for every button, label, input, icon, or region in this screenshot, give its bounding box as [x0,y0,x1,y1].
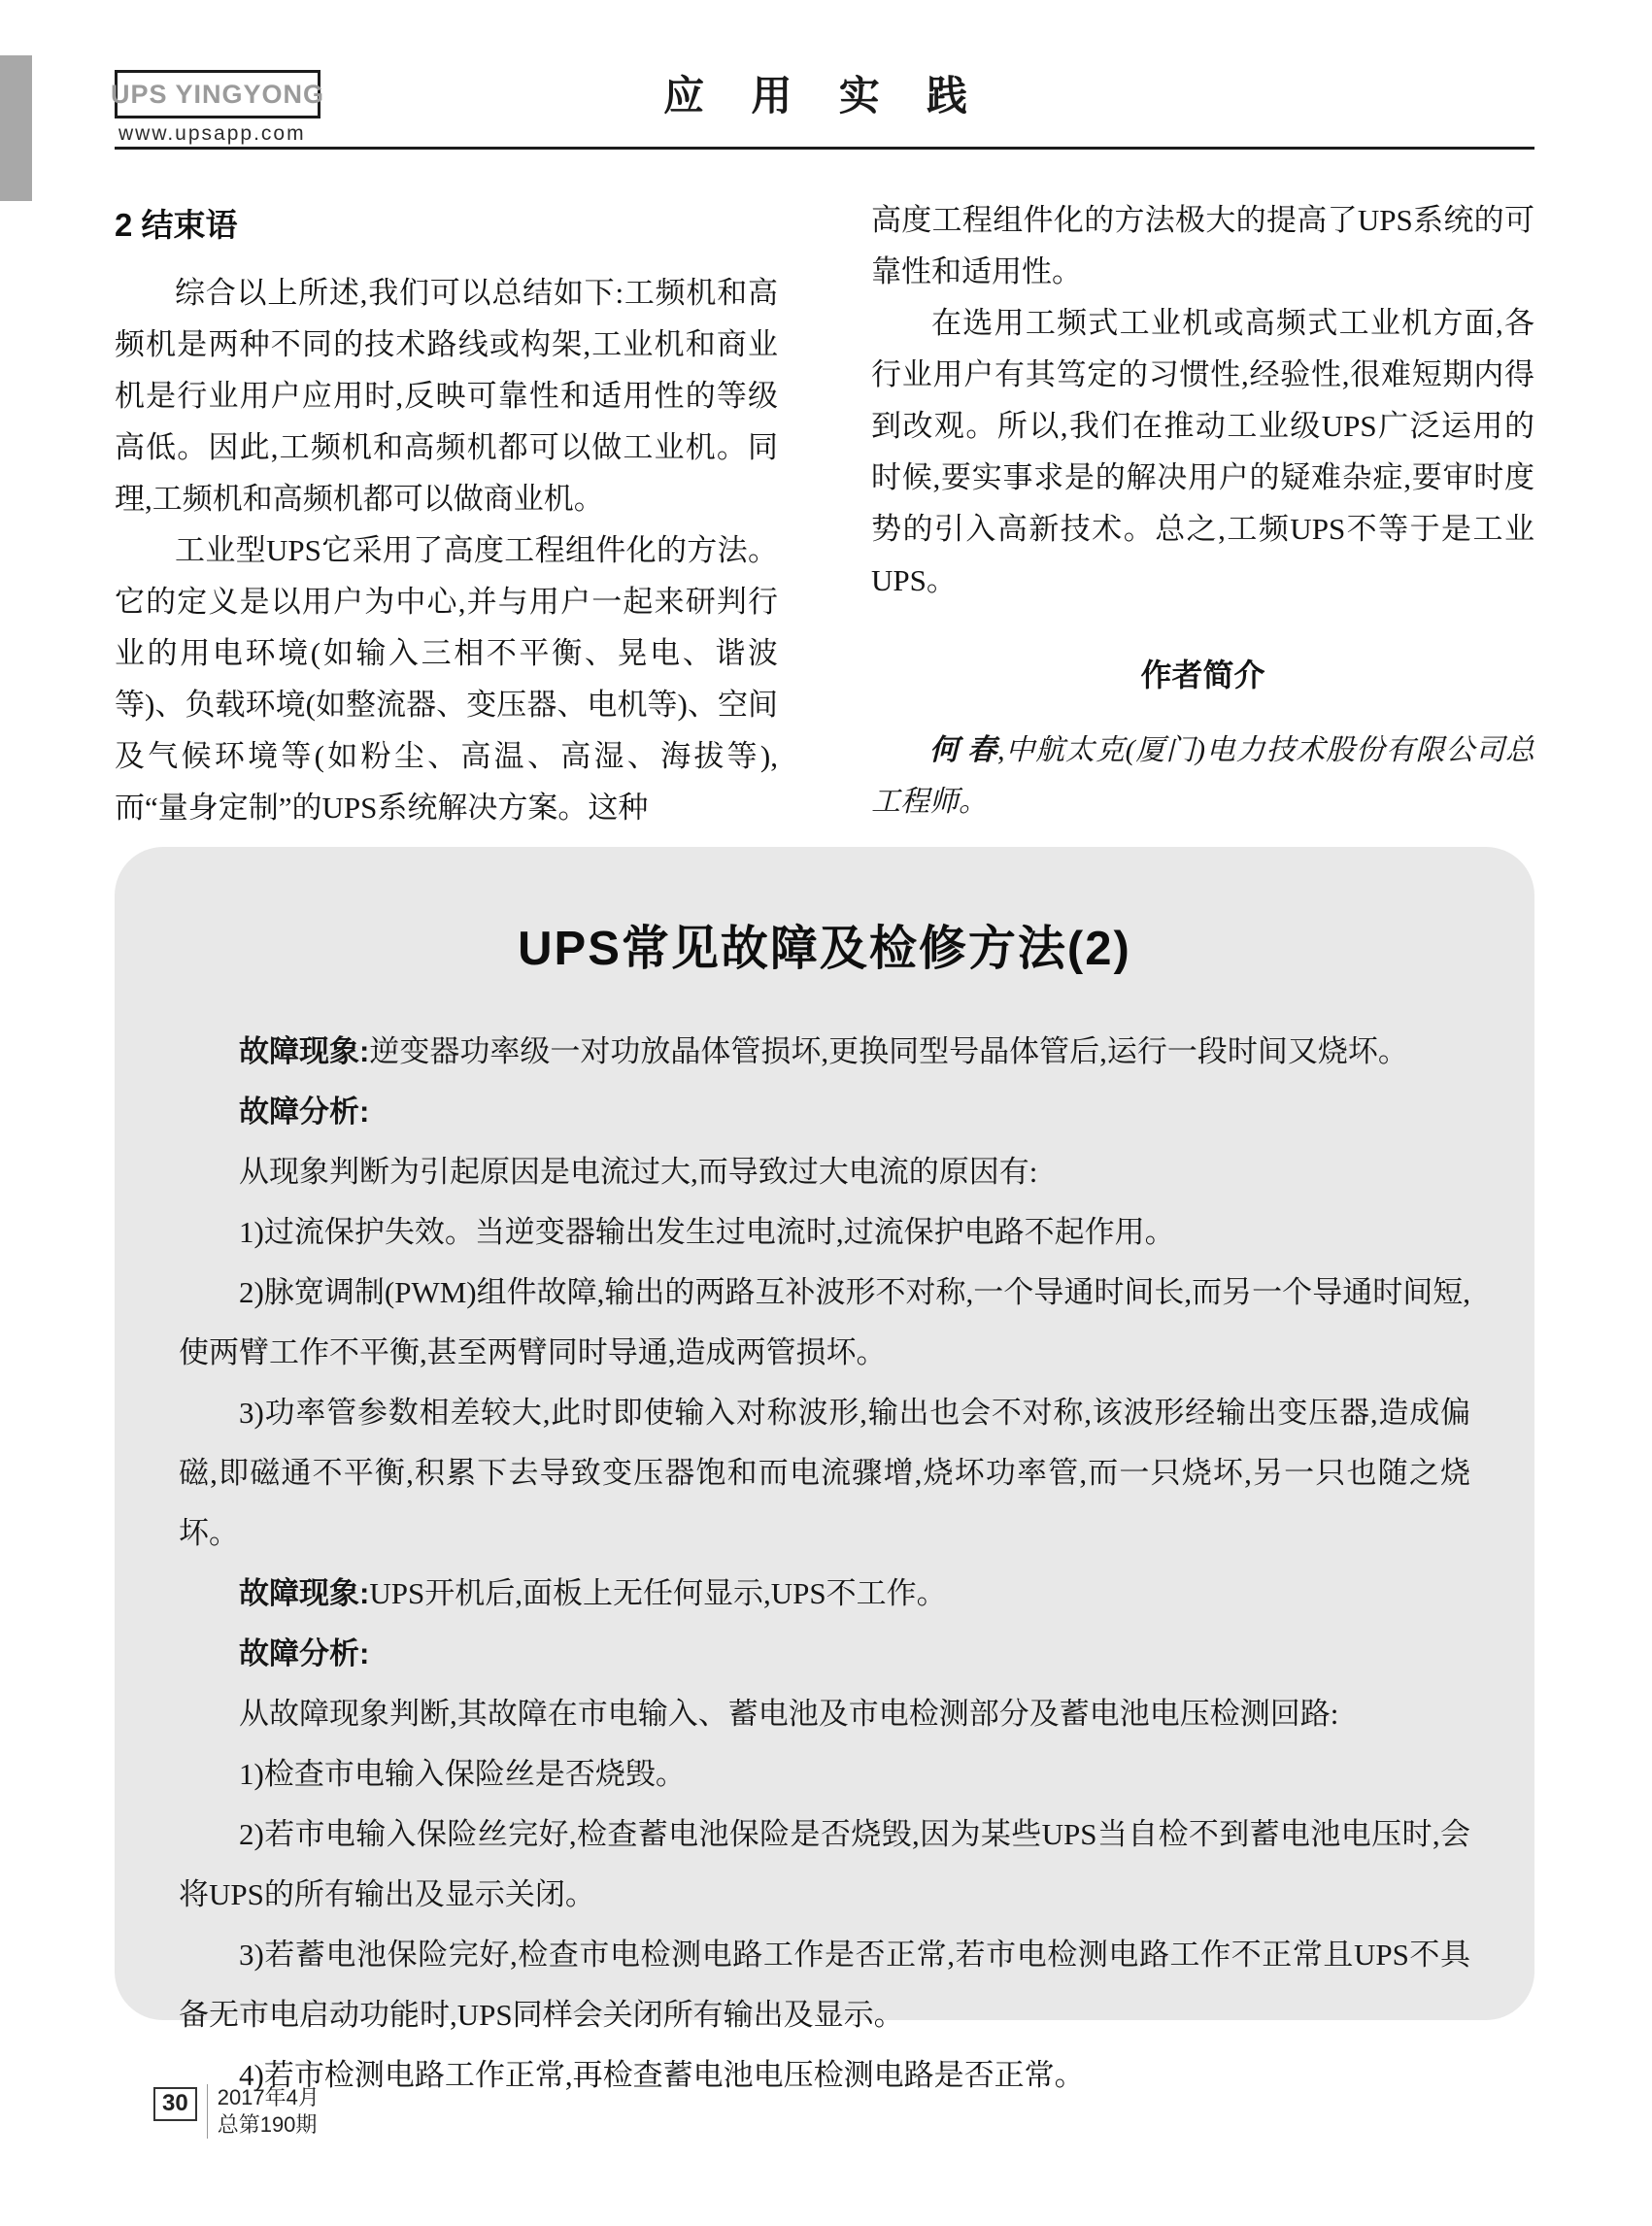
page-number: 30 [153,2087,197,2121]
fault-paragraph-7 [179,1624,1470,1684]
fault-text: 3)若蓄电池保险完好,检查市电检测电路工作是否正常,若市电检测电路工作不正常且UPS不具备无市电启动功能时,UPS同样会关闭所有输出及显示。 [179,1938,1470,2032]
page-header [110,58,1534,146]
fault-paragraph-10 [179,1804,1470,1925]
author-bio-text: ,中航太克(厦门)电力技术股份有限公司总工程师。 [871,734,1535,818]
fault-paragraph-5 [179,1383,1470,1564]
fault-article-title: UPS常见故障及检修方法(2) [518,923,1131,975]
page-footer [153,2084,320,2139]
fault-paragraph-4 [179,1263,1470,1383]
fault-label: 故障现象: [239,1576,370,1610]
fault-text: 从现象判断为引起原因是电流过大,而导致过大电流的原因有: [239,1155,1038,1189]
page-edge-bar [0,55,32,201]
article-columns [115,194,1534,833]
fault-label: 故障分析: [239,1636,370,1670]
fault-paragraph-2 [179,1142,1470,1202]
left-column [115,194,778,833]
fault-paragraph-11 [179,1925,1470,2045]
conclusion-heading: 2 结束语 [115,207,238,243]
fault-paragraph-9 [179,1744,1470,1804]
fault-paragraph-8 [179,1684,1470,1744]
magazine-url: www.upsapp.com [118,122,306,145]
conclusion-paragraph-2: 工业型UPS它采用了高度工程组件化的方法。它的定义是以用户为中心,并与用户一起来研判行业的用电环境(如输入三相不平衡、晃电、谐波等)、负载环境(如整流器、变压器、电机等)、空间及气候环境等(如粉尘、高温、高湿、海拔等),而“量身定制”的UPS系统解决方案。这种 [115,533,778,825]
footer-date: 2017年4月 [217,2085,320,2109]
fault-article-box [115,847,1534,2092]
fault-label: 故障现象: [239,1034,370,1068]
fault-text: 3)功率管参数相差较大,此时即使输入对称波形,输出也会不对称,该波形经输出变压器,造成偏磁,即磁通不平衡,积累下去导致变压器饱和而电流骤增,烧坏功率管,而一只烧坏,另一只也随之烧坏。 [179,1396,1470,1550]
fault-text: 1)过流保护失效。当逆变器输出发生过电流时,过流保护电路不起作用。 [239,1215,1175,1249]
fault-text: 1)检查市电输入保险丝是否烧毁。 [239,1757,686,1791]
fault-paragraph-6 [179,1564,1470,1624]
body-paragraph: 在选用工频式工业机或高频式工业机方面,各行业用户有其笃定的习惯性,经验性,很难短期内得到改观。所以,我们在推动工业级UPS广泛运用的时候,要实事求是的解决用户的疑难杂症,要审时度势的引入高新技术。总之,工频UPS不等于是工业UPS。 [871,306,1534,597]
author-name: 何 春 [929,734,997,766]
right-column [871,194,1534,833]
continuation-paragraph: 高度工程组件化的方法极大的提高了UPS系统的可靠性和适用性。 [871,203,1534,288]
fault-text: UPS开机后,面板上无任何显示,UPS不工作。 [369,1576,947,1610]
fault-text: 2)脉宽调制(PWM)组件故障,输出的两路互补波形不对称,一个导通时间长,而另一个导通时间短,使两臂工作不平衡,甚至两臂同时导通,造成两管损坏。 [179,1275,1470,1369]
magazine-logo-text: UPS YINGYONG [110,79,325,109]
fault-text: 从故障现象判断,其故障在市电输入、蓄电池及市电检测部分及蓄电池电压检测回路: [239,1697,1339,1731]
fault-label: 故障分析: [239,1095,370,1129]
fault-text: 逆变器功率级一对功放晶体管损坏,更换同型号晶体管后,运行一段时间又烧坏。 [369,1034,1408,1068]
author-section-heading: 作者简介 [1140,658,1265,692]
conclusion-paragraph-1: 综合以上所述,我们可以总结如下:工频机和高频机是两种不同的技术路线或构架,工业机和商业机是行业用户应用时,反映可靠性和适用性的等级高低。因此,工频机和高频机都可以做工业机。同理,工频机和高频机都可以做商业机。 [115,276,778,516]
footer-issue: 总第190期 [217,2112,318,2137]
section-title: 应 用 实 践 [663,75,986,119]
fault-text: 2)若市电输入保险丝完好,检查蓄电池保险是否烧毁,因为某些UPS当自检不到蓄电池电压时,会将UPS的所有输出及显示关闭。 [179,1817,1470,1911]
fault-text: 4)若市检测电路工作正常,再检查蓄电池电压检测电路是否正常。 [239,2058,1085,2092]
issue-info [207,2084,320,2139]
author-bio [871,725,1534,827]
fault-paragraph-3 [179,1202,1470,1263]
fault-paragraph-1 [179,1082,1470,1142]
fault-paragraph-0 [179,1022,1470,1082]
header-divider [115,147,1534,150]
fault-paragraph-12 [179,2045,1470,2106]
